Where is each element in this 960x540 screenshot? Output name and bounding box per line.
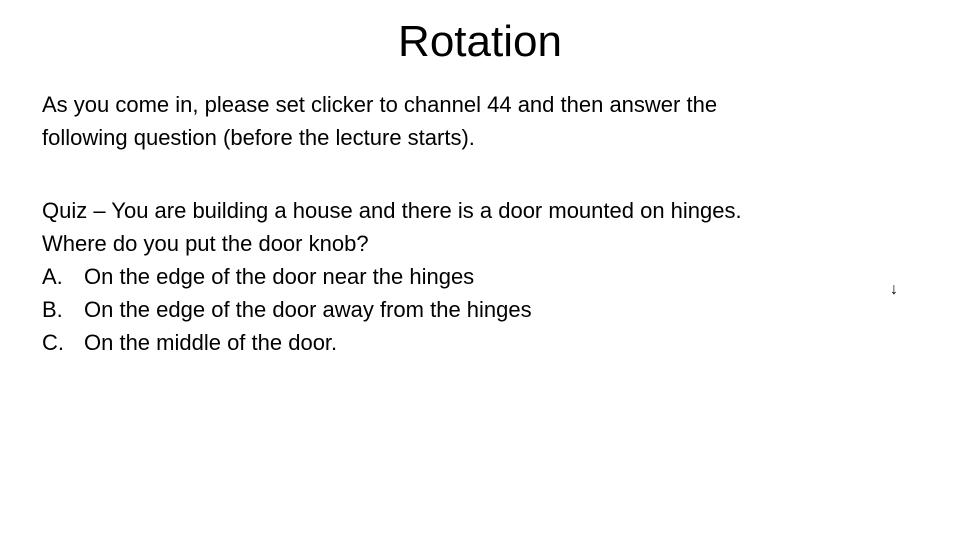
intro-text <box>42 88 882 154</box>
option-letter: B. <box>42 297 63 322</box>
slide-body <box>42 88 882 359</box>
down-arrow-icon: ↓ <box>890 281 898 298</box>
option-letter: C. <box>42 330 64 355</box>
quiz-question <box>42 194 882 260</box>
paragraph-spacer <box>42 154 882 194</box>
intro-line-1: As you come in, please set clicker to channel 44 and then answer the <box>42 92 718 117</box>
answer-option-c <box>42 326 882 359</box>
quiz-line-1: Quiz – You are building a house and there is a door mounted on hinges. <box>42 198 742 223</box>
answer-option-a <box>42 260 882 293</box>
option-text: On the edge of the door near the hinges <box>84 264 475 289</box>
answer-option-b <box>42 293 882 326</box>
intro-line-2: following question (before the lecture starts). <box>42 125 475 150</box>
option-text: On the middle of the door. <box>84 330 338 355</box>
answer-options <box>42 260 882 359</box>
option-text: On the edge of the door away from the hinges <box>84 297 532 322</box>
slide-title: Rotation <box>398 17 562 66</box>
option-letter: A. <box>42 264 63 289</box>
quiz-line-2: Where do you put the door knob? <box>42 231 369 256</box>
